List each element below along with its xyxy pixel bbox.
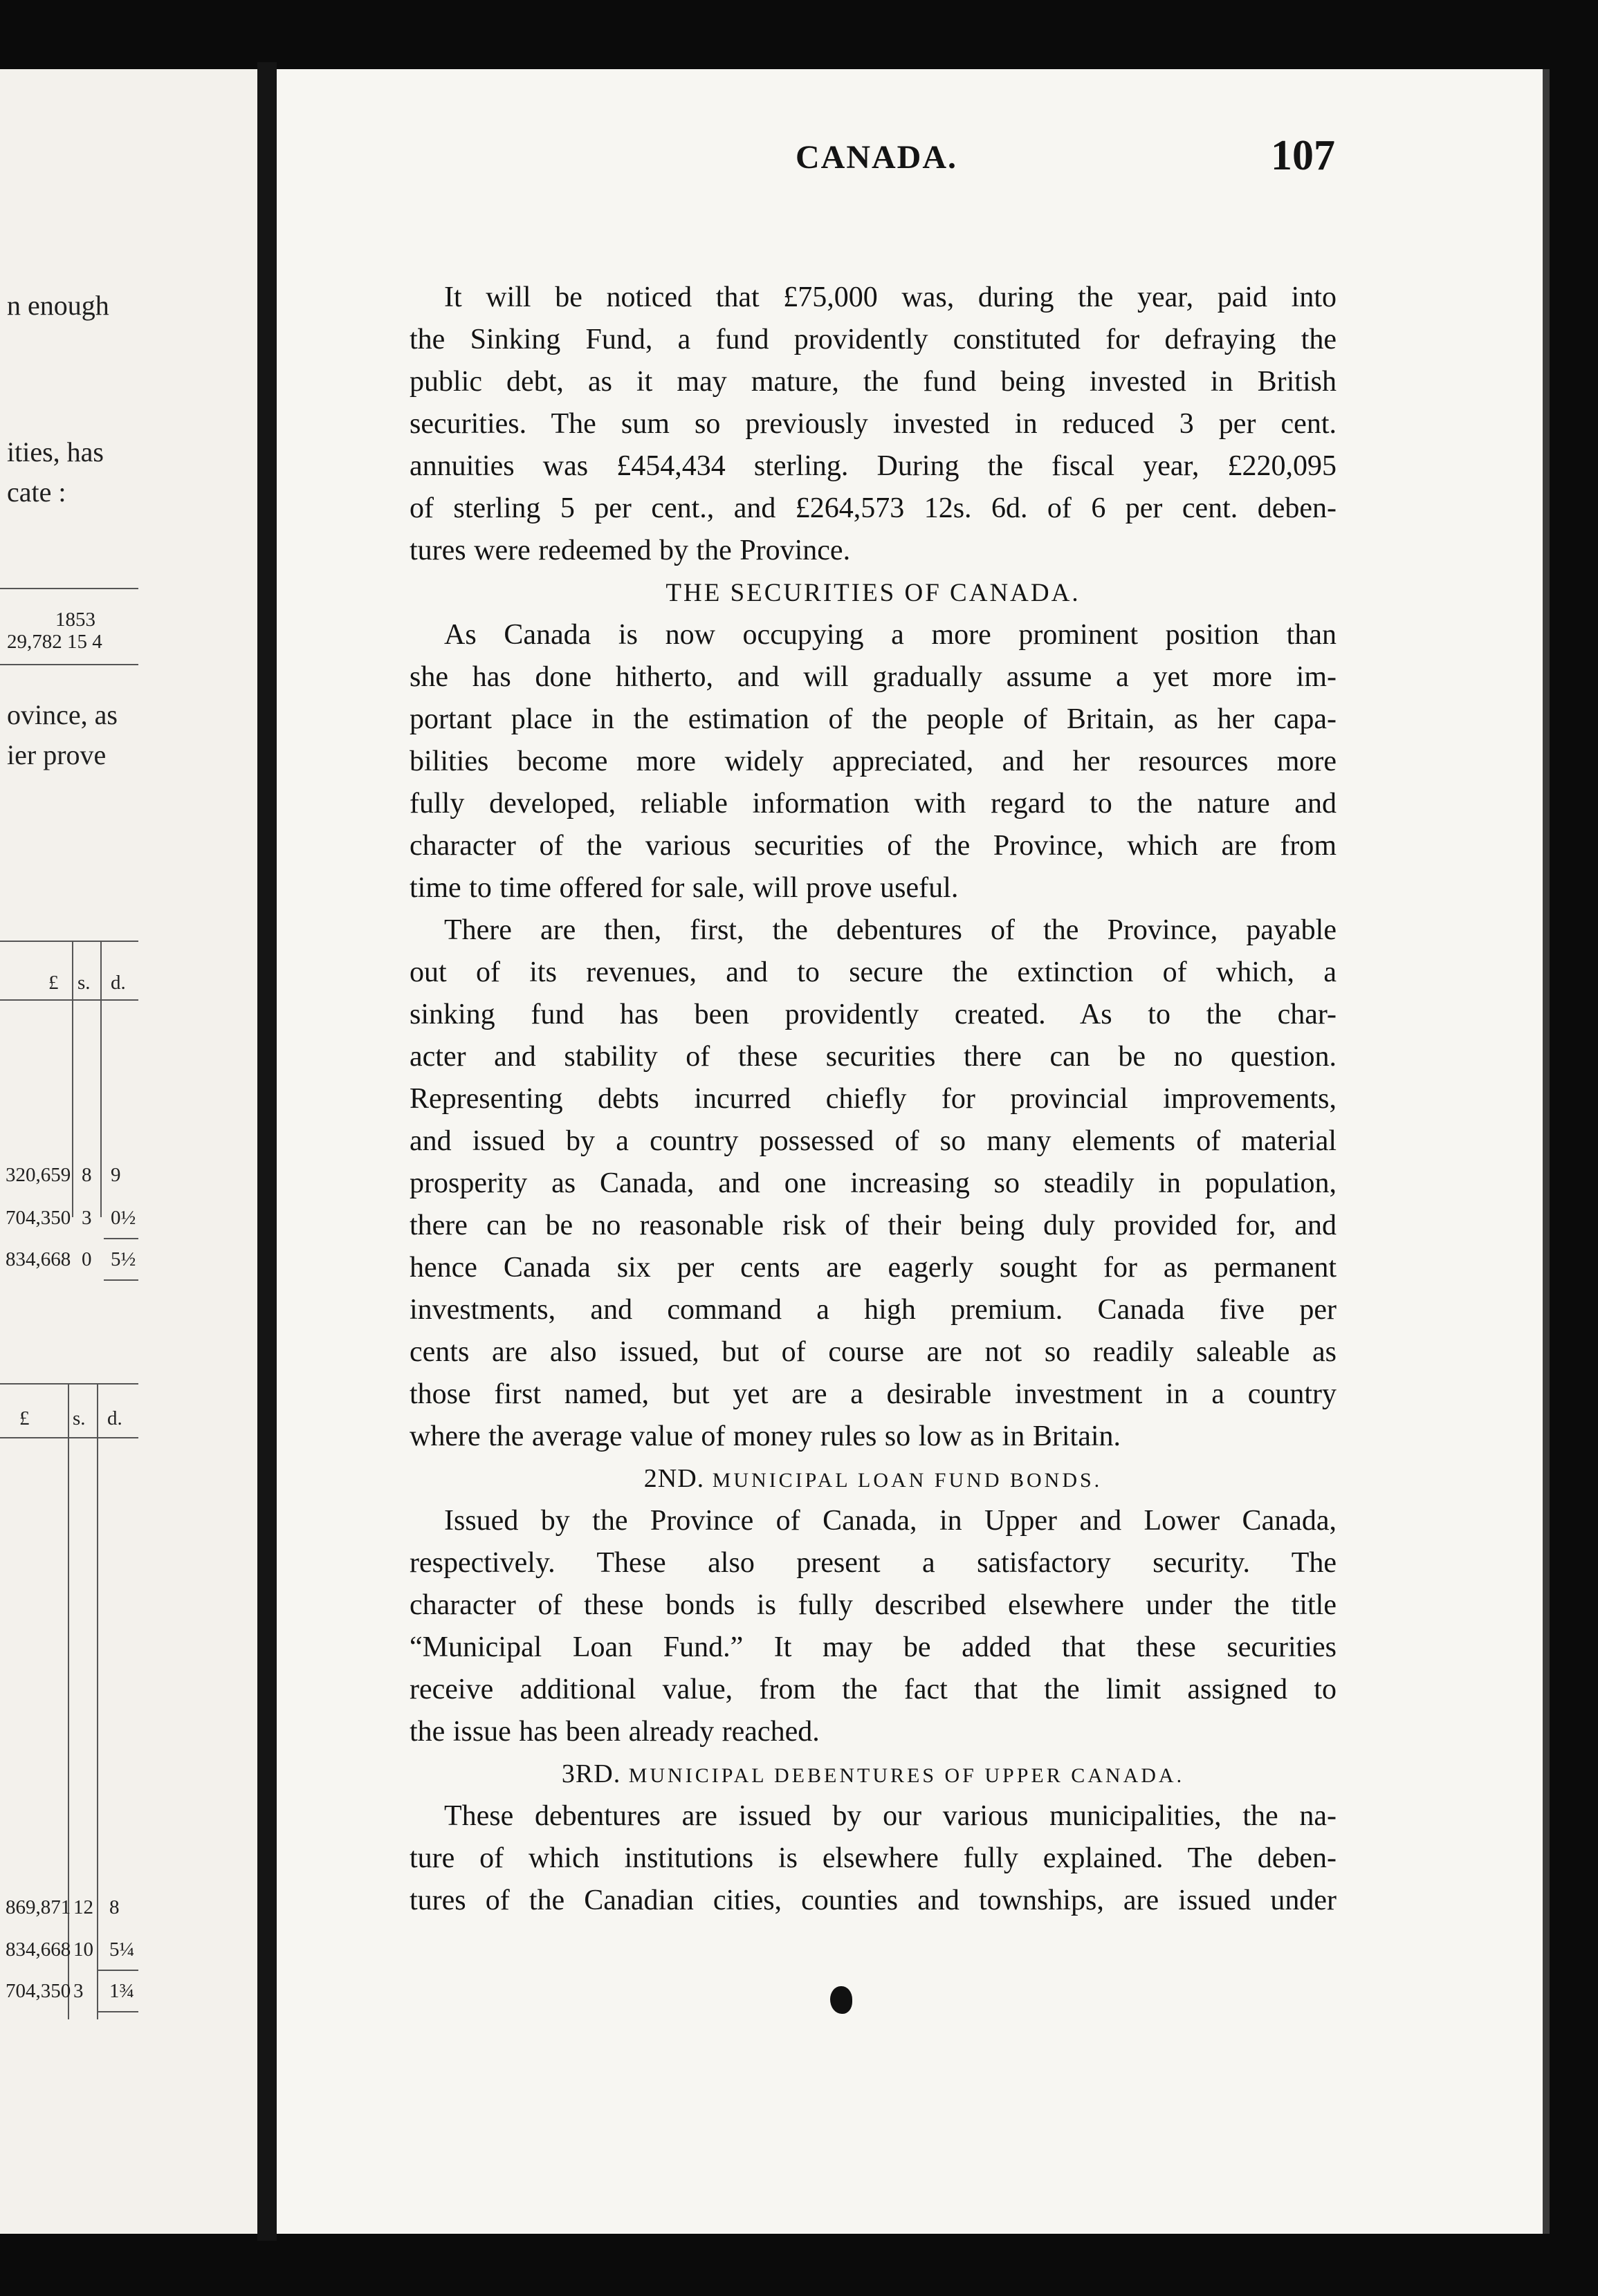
text-line: It will be noticed that £75,000 was, during the year, paid into [444, 281, 1337, 313]
table-cell: 704,350 [6, 1207, 71, 1229]
left-table-year: 1853 [55, 609, 95, 631]
table-cell: 3 [73, 1980, 84, 2002]
left-table-amount: 29,782 15 4 [7, 631, 102, 653]
table-cell: 320,659 [6, 1164, 71, 1186]
section-heading-securities: THE SECURITIES OF CANADA. [665, 579, 1081, 607]
text-line: tures of the Canadian cities, counties and townships, are issued under [410, 1885, 1337, 1916]
left-text-line: cate : [7, 476, 66, 508]
text-line: As Canada is now occupying a more prominent position than [444, 619, 1337, 651]
left-page-fragment [0, 69, 257, 2234]
column-pence: d. [111, 972, 126, 994]
table-rule [0, 941, 138, 942]
text-line: time to time offered for sale, will prove useful. [410, 872, 959, 904]
text-line: of sterling 5 per cent., and £264,573 12s. 6d. of 6 per cent. deben- [410, 492, 1337, 524]
table-rule [0, 664, 138, 665]
heading-ordinal: 2ND. [643, 1464, 705, 1493]
text-line: out of its revenues, and to secure the extinction of which, a [410, 956, 1337, 988]
text-line: annuities was £454,434 sterling. During the fiscal year, £220,095 [410, 450, 1337, 482]
table-rule [0, 1383, 138, 1385]
table-rule [0, 999, 138, 1001]
text-line: hence Canada six per cents are eagerly sought for as permanent [410, 1252, 1337, 1284]
text-line: the Sinking Fund, a fund providently constituted for defraying the [410, 324, 1337, 355]
table-rule [0, 1437, 138, 1438]
column-shillings: s. [77, 972, 91, 994]
left-text-line: n enough [7, 290, 109, 321]
column-shillings: s. [73, 1407, 86, 1429]
left-text-line: ier prove [7, 739, 107, 770]
text-line: Issued by the Province of Canada, in Upper and Lower Canada, [444, 1505, 1337, 1537]
text-line: sinking fund has been providently created. As to the char- [410, 999, 1337, 1030]
table-rule [97, 2011, 138, 2012]
section-heading-municipal-loan-fund [410, 1458, 1337, 1500]
table-cell: 5¼ [109, 1938, 135, 1961]
text-line: tures were redeemed by the Province. [410, 535, 851, 566]
text-line: Representing debts incurred chiefly for provincial improvements, [410, 1083, 1337, 1115]
section-heading-municipal-debentures [410, 1753, 1337, 1795]
text-line: prosperity as Canada, and one increasing so steadily in population, [410, 1167, 1337, 1199]
table-rule [0, 588, 138, 589]
text-line: receive additional value, from the fact that the limit assigned to [410, 1674, 1337, 1705]
table-cell: 869,871 [6, 1896, 71, 1918]
book-gutter [257, 62, 277, 2241]
heading-title: MUNICIPAL DEBENTURES OF UPPER CANADA. [628, 1764, 1185, 1787]
page-edge [1543, 69, 1550, 2234]
text-line: respectively. These also present a satisfactory security. The [410, 1547, 1337, 1579]
text-line: she has done hitherto, and will gradually assume a yet more im- [410, 661, 1337, 693]
text-line: character of these bonds is fully described elsewhere under the title [410, 1589, 1337, 1621]
table-cell: 834,668 [6, 1248, 71, 1270]
page-number: 107 [1271, 132, 1335, 179]
table-column-rule [97, 1383, 98, 2019]
left-text-line: ities, has [7, 436, 104, 467]
text-line: acter and stability of these securities there can be no question. [410, 1041, 1337, 1073]
table-cell: 834,668 [6, 1938, 71, 1961]
text-line: “Municipal Loan Fund.” It may be added that these securities [410, 1631, 1337, 1663]
table-cell: 12 [73, 1896, 93, 1918]
column-pound: £ [48, 972, 59, 994]
text-line: where the average value of money rules so low as in Britain. [410, 1420, 1121, 1452]
column-pence: d. [107, 1407, 122, 1429]
text-line: character of the various securities of the Province, which are from [410, 830, 1337, 862]
table-cell: 1¾ [109, 1980, 135, 2002]
text-line: the issue has been already reached. [410, 1716, 820, 1748]
table-cell: 0½ [111, 1207, 136, 1229]
table-column-rule [68, 1383, 69, 2019]
text-line: There are then, first, the debentures of the Province, payable [444, 914, 1337, 946]
table-cell: 10 [73, 1938, 93, 1961]
text-line: securities. The sum so previously invested in reduced 3 per cent. [410, 408, 1337, 440]
table-column-rule [100, 941, 102, 1217]
table-cell: 8 [109, 1896, 120, 1918]
left-text-line: ovince, as [7, 699, 118, 730]
text-line: those first named, but yet are a desirable investment in a country [410, 1378, 1337, 1410]
body-text [410, 277, 1337, 1922]
table-cell: 704,350 [6, 1980, 71, 2002]
text-line: public debt, as it may mature, the fund being invested in British [410, 366, 1337, 398]
table-rule [104, 1279, 138, 1281]
text-line: and issued by a country possessed of so many elements of material [410, 1125, 1337, 1157]
table-cell: 3 [82, 1207, 92, 1229]
table-cell: 5½ [111, 1248, 136, 1270]
ink-blot [830, 1986, 852, 2014]
text-line: These debentures are issued by our various municipalities, the na- [444, 1800, 1337, 1832]
table-rule [97, 1970, 138, 1971]
table-cell: 8 [82, 1164, 92, 1186]
text-line: ture of which institutions is elsewhere fully explained. The deben- [410, 1842, 1337, 1874]
column-pound: £ [19, 1407, 30, 1429]
text-line: bilities become more widely appreciated, and her resources more [410, 746, 1337, 777]
text-line: portant place in the estimation of the people of Britain, as her capa- [410, 703, 1337, 735]
table-column-rule [72, 941, 73, 1217]
table-cell: 0 [82, 1248, 92, 1270]
running-head: CANADA. [796, 139, 957, 176]
text-line: cents are also issued, but of course are not so readily saleable as [410, 1336, 1337, 1368]
text-line: there can be no reasonable risk of their being duly provided for, and [410, 1210, 1337, 1241]
text-line: investments, and command a high premium. Canada five per [410, 1294, 1337, 1326]
text-line: fully developed, reliable information with regard to the nature and [410, 788, 1337, 820]
table-cell: 9 [111, 1164, 121, 1186]
heading-title: MUNICIPAL LOAN FUND BONDS. [712, 1469, 1103, 1492]
heading-ordinal: 3RD. [561, 1759, 621, 1788]
table-rule [104, 1238, 138, 1239]
